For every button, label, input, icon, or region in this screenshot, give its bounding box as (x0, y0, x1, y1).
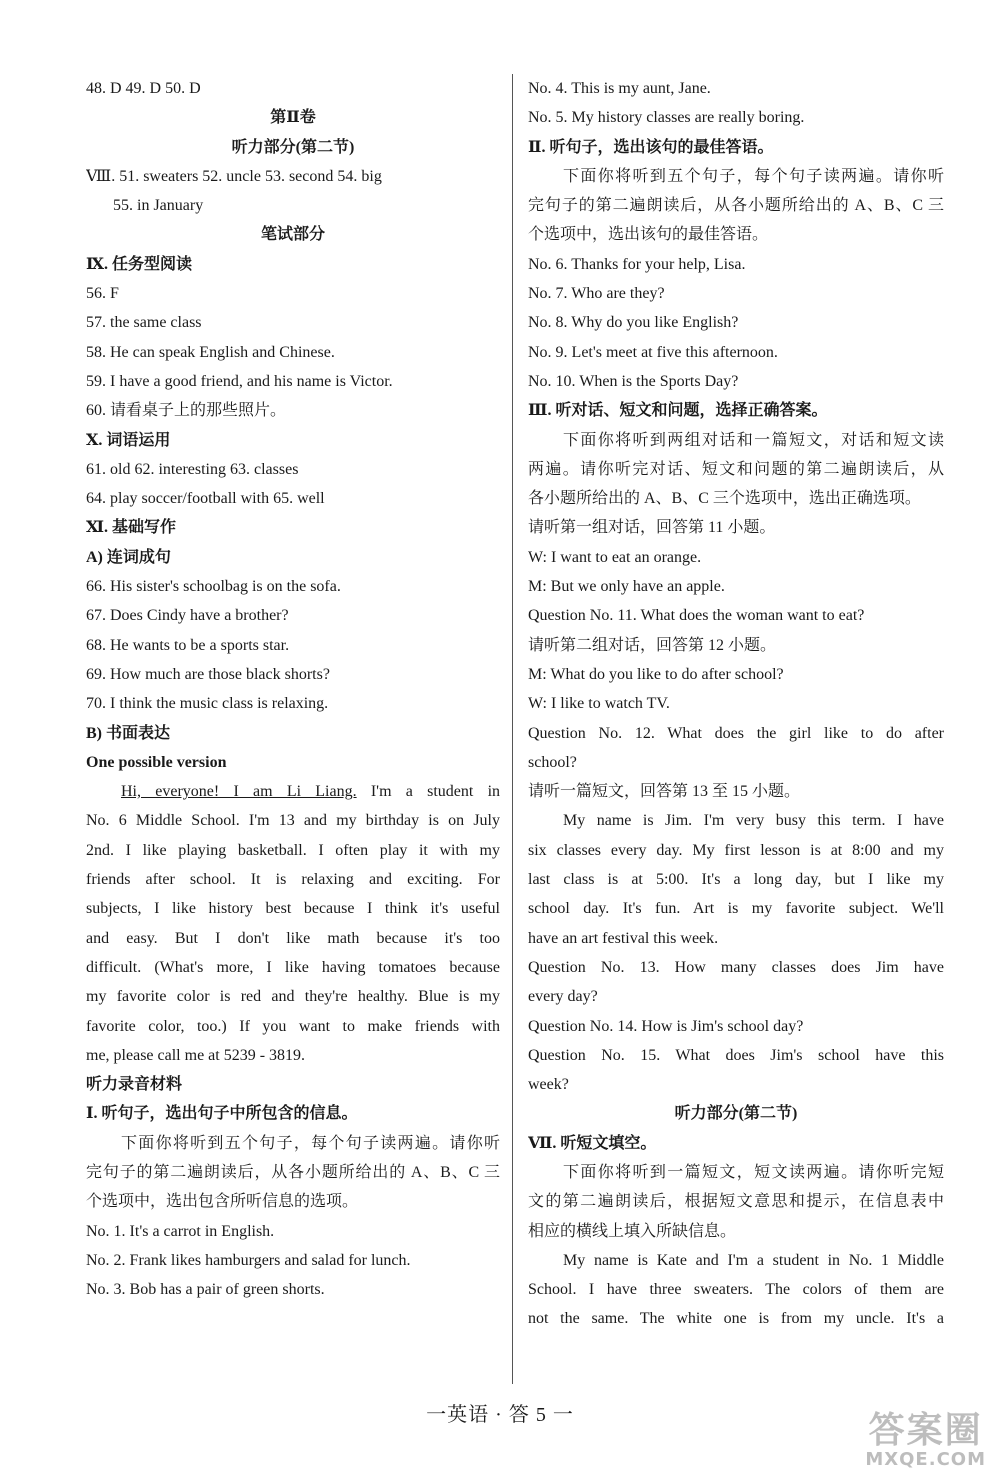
left-line: No. 3. Bob has a pair of green shorts. (86, 1281, 325, 1299)
right-line: 请听第一组对话，回答第 11 小题。 (528, 519, 776, 537)
right-line: 文的第二遍朗读后，根据短文意思和提示，在信息表中 (528, 1193, 944, 1211)
column-divider (512, 74, 513, 1384)
right-line: have an art festival this week. (528, 929, 719, 947)
left-line: 60. 请看桌子上的那些照片。 (86, 402, 287, 420)
right-line: M: But we only have an apple. (528, 578, 725, 596)
right-line: Question No. 11. What does the woman want to eat? (528, 607, 865, 625)
right-line: school day. It's fun. Art is my favorite subject. We'll (528, 900, 944, 918)
right-column (528, 74, 944, 1334)
right-line: No. 9. Let's meet at five this afternoon. (528, 343, 778, 361)
left-line: B) 书面表达 (86, 724, 171, 742)
right-line: My name is Kate and I'm a student in No. 1 Middle (563, 1251, 944, 1269)
left-line: 64. play soccer/football with 65. well (86, 490, 325, 508)
right-line: W: I like to watch TV. (528, 695, 670, 713)
right-line: 下面你将听到两组对话和一篇短文，对话和短文读 (563, 431, 944, 449)
left-line: 66. His sister's schoolbag is on the sofa. (86, 578, 341, 596)
right-line: six classes every day. My first lesson is at 8:00 and my (528, 841, 944, 859)
left-line: Ⅺ. 基础写作 (86, 519, 177, 537)
left-line: 67. Does Cindy have a brother? (86, 607, 289, 625)
right-line: Ⅱ. 听句子，选出该句的最佳答语。 (528, 138, 774, 156)
left-line: No. 6 Middle School. I'm 13 and my birthday is on July (86, 812, 500, 830)
left-line: 第Ⅱ卷 (270, 109, 316, 127)
left-line: 个选项中，选出包含所听信息的选项。 (86, 1193, 359, 1211)
right-line: No. 8. Why do you like English? (528, 314, 739, 332)
left-line: 69. How much are those black shorts? (86, 665, 330, 683)
left-line: subjects, I like history best because I think it's useful (86, 900, 500, 918)
right-line: Question No. 13. How many classes does Jim have (528, 958, 944, 976)
right-line: 下面你将听到五个句子，每个句子读两遍。请你听 (563, 167, 944, 185)
right-line: 听力部分(第二节) (674, 1105, 798, 1123)
left-line: 68. He wants to be a sports star. (86, 636, 290, 654)
right-line: No. 7. Who are they? (528, 285, 665, 303)
left-line: 48. D 49. D 50. D (86, 80, 201, 97)
watermark-text: 答案圈 (868, 1410, 983, 1451)
right-line: Ⅲ. 听对话、短文和问题，选择正确答案。 (528, 402, 828, 420)
page-footer: 一英语 · 答 5 一 (426, 1404, 574, 1426)
right-line: Ⅶ. 听短文填空。 (528, 1134, 657, 1152)
left-line: 笔试部分 (260, 226, 325, 244)
left-line: 57. the same class (86, 314, 202, 332)
right-line: No. 6. Thanks for your help, Lisa. (528, 255, 746, 273)
left-line: 61. old 62. interesting 63. classes (86, 460, 299, 478)
right-line: 请听一篇短文，回答第 13 至 15 小题。 (528, 783, 801, 801)
right-line: last class is at 5:00. It's a long day, but I like my (528, 871, 944, 889)
left-line: me, please call me at 5239 - 3819. (86, 1046, 306, 1064)
left-line: 下面你将听到五个句子，每个句子读两遍。请你听 (121, 1134, 500, 1152)
right-line: My name is Jim. I'm very busy this term. I have (563, 812, 944, 830)
right-line: Question No. 15. What does Jim's school have this (528, 1046, 944, 1064)
left-line: favorite color, too.) If you want to make friends with (86, 1017, 500, 1035)
right-line: No. 10. When is the Sports Day? (528, 372, 739, 390)
right-line: 完句子的第二遍朗读后，从各小题所给出的 A、B、C 三 (528, 197, 944, 215)
left-line: and easy. But I don't like math because it's too (86, 929, 500, 947)
left-line: 2nd. I like playing basketball. I often play it with my (86, 841, 500, 859)
left-line: 听力录音材料 (86, 1076, 183, 1094)
left-line: A) 连词成句 (86, 548, 171, 566)
left-line: One possible version (86, 753, 227, 771)
right-line: school? (528, 753, 577, 771)
left-line: Ⅹ. 词语运用 (86, 431, 171, 449)
left-line: 59. I have a good friend, and his name is Victor. (86, 372, 393, 390)
right-line: 请听第二组对话，回答第 12 小题。 (528, 636, 777, 654)
left-line: 70. I think the music class is relaxing. (86, 695, 329, 713)
right-line: 两遍。请你听完对话、短文和问题的第二遍朗读后，从 (528, 460, 944, 478)
right-line: 各小题所给出的 A、B、C 三个选项中，选出正确选项。 (528, 490, 921, 508)
left-line: No. 1. It's a carrot in English. (86, 1222, 275, 1240)
line-text: I'm a student in (356, 783, 500, 801)
left-line: 完句子的第二遍朗读后，从各小题所给出的 A、B、C 三 (86, 1163, 500, 1181)
right-line: No. 5. My history classes are really boring. (528, 109, 805, 127)
left-line: 58. He can speak English and Chinese. (86, 343, 335, 361)
right-line: No. 4. This is my aunt, Jane. (528, 80, 711, 97)
right-line: week? (528, 1076, 569, 1094)
right-line: not the same. The white one is from my uncle. It's a (528, 1310, 944, 1328)
watermark-logo (865, 1402, 986, 1470)
left-line: 55. in January (113, 197, 204, 215)
left-line: my favorite color is red and they're healthy. Blue is my (86, 988, 500, 1006)
right-line: 下面你将听到一篇短文，短文读两遍。请你听完短 (563, 1163, 944, 1181)
right-line: 个选项中，选出该句的最佳答语。 (528, 226, 769, 244)
left-line: 56. F (86, 285, 119, 303)
right-line: every day? (528, 988, 598, 1006)
left-column (86, 74, 500, 1304)
right-line: M: What do you like to do after school? (528, 665, 784, 683)
right-line: School. I have three sweaters. The colors of them are (528, 1281, 944, 1299)
right-line: W: I want to eat an orange. (528, 548, 702, 566)
watermark-url: MXQE.COM (865, 1449, 986, 1470)
left-line: 听力部分(第二节) (231, 138, 355, 156)
left-line: Ⅰ. 听句子，选出句子中所包含的信息。 (86, 1105, 358, 1123)
left-line: friends after school. It is relaxing and exciting. For (86, 871, 500, 889)
right-line: Question No. 12. What does the girl like to do after (528, 724, 944, 742)
right-line: 相应的横线上填入所缺信息。 (528, 1222, 737, 1240)
underlined-text: Hi, everyone! I am Li Liang. (121, 783, 357, 801)
right-line: Question No. 14. How is Jim's school day? (528, 1017, 804, 1035)
left-line: Ⅸ. 任务型阅读 (86, 255, 193, 273)
left-line (86, 777, 500, 806)
left-line: Ⅷ. 51. sweaters 52. uncle 53. second 54. big (86, 167, 382, 185)
left-line: difficult. (What's more, I like having tomatoes because (86, 958, 500, 976)
left-line: No. 2. Frank likes hamburgers and salad for lunch. (86, 1251, 411, 1269)
